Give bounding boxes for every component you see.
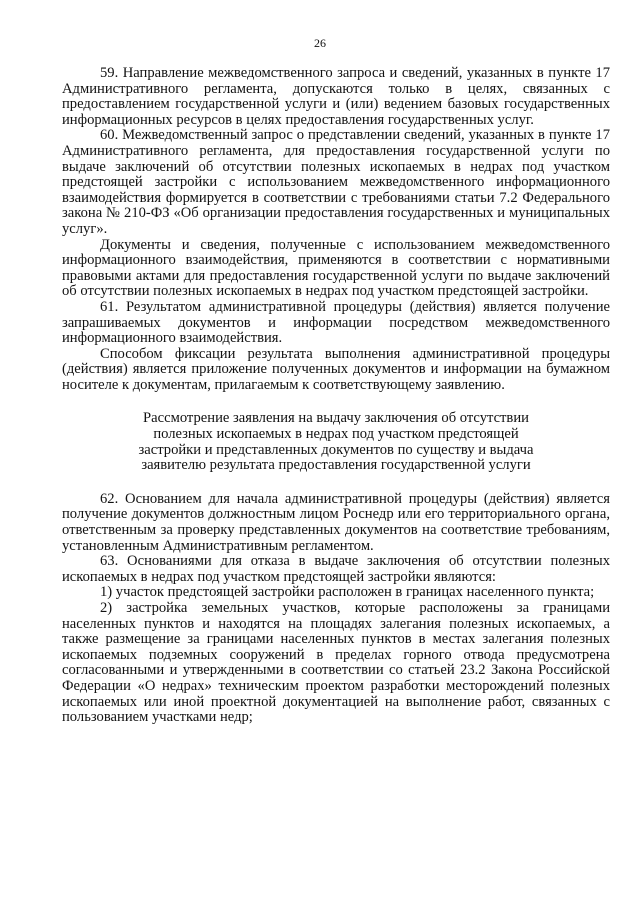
paragraph-fixation-method: Способом фиксации результата выполнения административной процедуры (действия) является приложение полученных документов и информации на бумажном носителе к документам, прилагаемым к соответствующему заявлению. xyxy=(62,345,610,393)
page-number: 26 xyxy=(314,36,326,50)
section-heading-line: Рассмотрение заявления на выдачу заключения об отсутствии xyxy=(143,410,529,427)
section-heading-line: заявителю результата предоставления государственной услуги xyxy=(141,457,531,474)
paragraph-61: 61. Результатом административной процедуры (действия) является получение запрашиваемых документов и информации посредством межведомственного информационного взаимодействия. xyxy=(62,298,610,347)
paragraph-62: 62. Основанием для начала административной процедуры (действия) является получение документов должностным лицом Роснедр или его территориального органа, ответственным за проверку представленных документов на соответствие требованиям, установленным Административным регламентом. xyxy=(62,490,610,554)
list-item-2: 2) застройка земельных участков, которые расположены за границами населенных пунктов и находятся на площадях залегания полезных ископаемых, а также размещение за границами населенных пунктов в местах залегания полезных ископаемых подземных сооружений в пределах горного отвода предусмотрена согласованными и утвержденными в соответствии со статьей 23.2 Закона Российской Федерации «О недрах» техническим проектом разработки месторождений полезных ископаемых или иной проектной документацией на выполнение работ, связанных с пользованием участками недр; xyxy=(62,600,610,726)
paragraph-60: 60. Межведомственный запрос о представлении сведений, указанных в пункте 17 Административного регламента, для предоставления государственной услуги по выдаче заключений об отсутствии полезных ископаемых в недрах под участком предстоящей застройки с использованием межведомственного информационного взаимодействия формируется в соответствии с требованиями статьи 7.2 Федерального закона № 210-ФЗ «Об организации предоставления государственных и муниципальных услуг». xyxy=(62,127,610,237)
section-heading-line: застройки и представленных документов по существу и выдача xyxy=(138,441,534,458)
paragraph-documents-info: Документы и сведения, полученные с использованием межведомственного информационного взаимодействия, применяются в соответствии с нормативными правовыми актами для предоставления государственной услуги по выдаче заключений об отсутствии полезных ископаемых в недрах под участком предстоящей застройки. xyxy=(62,236,610,300)
document-body xyxy=(62,66,610,726)
paragraph-63: 63. Основаниями для отказа в выдаче заключения об отсутствии полезных ископаемых в недрах под участком предстоящей застройки являются: xyxy=(62,553,610,585)
section-heading-line: полезных ископаемых в недрах под участком предстоящей xyxy=(153,426,519,443)
section-heading xyxy=(62,411,610,473)
paragraph-59: 59. Направление межведомственного запроса и сведений, указанных в пункте 17 Административного регламента, допускаются только в целях, связанных с предоставлением государственной услуги и (или) ведением базовых государственных информационных ресурсов в целях предоставления государственных услуг. xyxy=(62,65,610,128)
list-item-1: 1) участок предстоящей застройки расположен в границах населенного пункта; xyxy=(100,584,595,601)
